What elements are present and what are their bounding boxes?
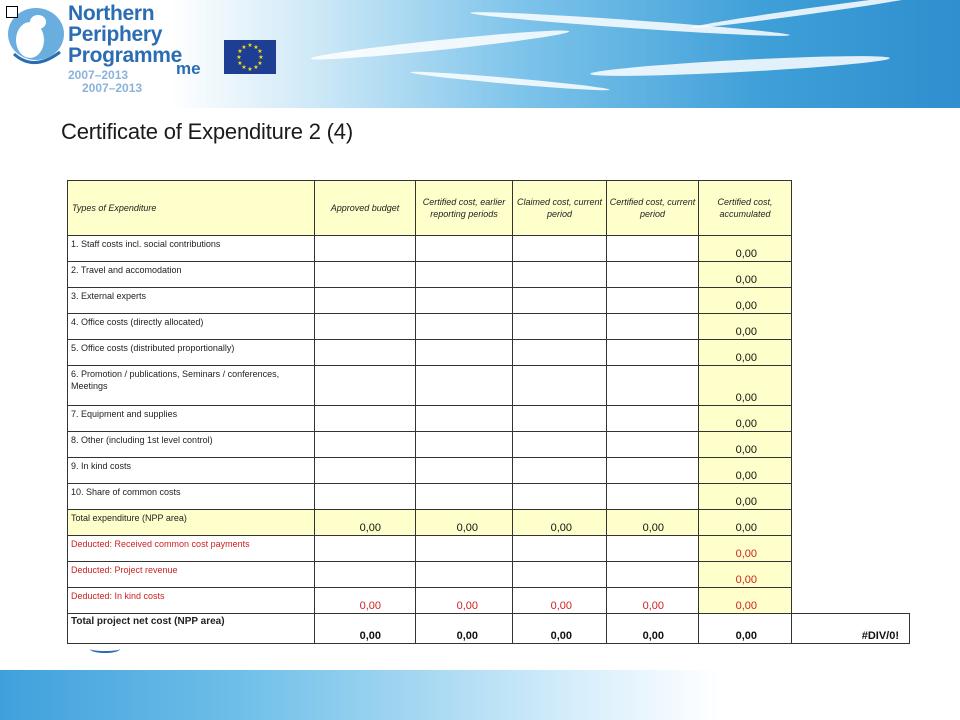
table-cell[interactable] bbox=[513, 536, 607, 562]
table-cell[interactable] bbox=[513, 262, 607, 288]
svg-text:★: ★ bbox=[241, 64, 247, 71]
table-cell[interactable] bbox=[607, 432, 699, 458]
table-cell[interactable] bbox=[513, 236, 607, 262]
svg-text:★: ★ bbox=[247, 66, 253, 73]
row-label: 10. Share of common costs bbox=[68, 484, 315, 510]
table-cell[interactable] bbox=[416, 536, 513, 562]
svg-text:★: ★ bbox=[237, 48, 243, 55]
table-cell[interactable] bbox=[416, 406, 513, 432]
table-row bbox=[68, 366, 910, 406]
table-cell[interactable] bbox=[315, 432, 416, 458]
table-cell[interactable] bbox=[607, 340, 699, 366]
table-row-deduction bbox=[68, 562, 910, 588]
header-banner bbox=[0, 0, 960, 108]
table-cell[interactable]: 0,00 bbox=[699, 510, 792, 536]
table-cell[interactable] bbox=[315, 406, 416, 432]
table-row-deduction bbox=[68, 588, 910, 614]
table-cell[interactable] bbox=[513, 340, 607, 366]
row-label: 3. External experts bbox=[68, 288, 315, 314]
svg-text:★: ★ bbox=[237, 60, 243, 67]
table-cell[interactable]: 0,00 bbox=[699, 432, 792, 458]
svg-text:★: ★ bbox=[241, 44, 247, 51]
table-cell[interactable] bbox=[416, 262, 513, 288]
table-row bbox=[68, 432, 910, 458]
table-cell[interactable] bbox=[607, 406, 699, 432]
table-cell[interactable]: 0,00 bbox=[699, 406, 792, 432]
table-cell[interactable]: 0,00 bbox=[513, 510, 607, 536]
table-cell[interactable] bbox=[416, 366, 513, 406]
table-cell[interactable] bbox=[315, 366, 416, 406]
table-cell[interactable] bbox=[607, 536, 699, 562]
table-cell[interactable]: 0,00 bbox=[699, 340, 792, 366]
logo-ghost-text: me bbox=[176, 59, 201, 78]
table-cell[interactable]: 0,00 bbox=[699, 314, 792, 340]
table-cell[interactable] bbox=[607, 562, 699, 588]
table-row bbox=[68, 236, 910, 262]
row-label: Deducted: Received common cost payments bbox=[68, 536, 315, 562]
table-cell[interactable]: 0,00 bbox=[315, 510, 416, 536]
table-row bbox=[68, 406, 910, 432]
table-row bbox=[68, 458, 910, 484]
table-row-total-expenditure bbox=[68, 510, 910, 536]
column-header: Approved budget bbox=[315, 181, 416, 236]
row-label: 5. Office costs (distributed proportionally) bbox=[68, 340, 315, 366]
table-cell[interactable] bbox=[315, 458, 416, 484]
table-header-row bbox=[68, 181, 910, 236]
table-row bbox=[68, 314, 910, 340]
row-label: 8. Other (including 1st level control) bbox=[68, 432, 315, 458]
table-cell[interactable] bbox=[416, 236, 513, 262]
table-cell[interactable]: 0,00 bbox=[699, 262, 792, 288]
table-cell[interactable] bbox=[416, 458, 513, 484]
table-cell[interactable]: 0,00 bbox=[699, 458, 792, 484]
logo-years-2: 2007–2013 bbox=[82, 81, 143, 95]
expenditure-table bbox=[67, 180, 909, 646]
table-cell[interactable] bbox=[315, 314, 416, 340]
header-wave-graphic bbox=[170, 0, 960, 108]
table-cell[interactable] bbox=[513, 288, 607, 314]
table-cell[interactable]: 0,00 bbox=[416, 614, 513, 644]
table-cell[interactable] bbox=[607, 458, 699, 484]
row-label: 1. Staff costs incl. social contributions bbox=[68, 236, 315, 262]
table-cell[interactable] bbox=[315, 288, 416, 314]
table-cell[interactable] bbox=[315, 484, 416, 510]
table-cell[interactable]: 0,00 bbox=[607, 510, 699, 536]
table-cell[interactable] bbox=[607, 262, 699, 288]
table-cell[interactable]: 0,00 bbox=[513, 588, 607, 614]
row-label: Deducted: In kind costs bbox=[68, 588, 315, 614]
table-cell[interactable]: 0,00 bbox=[699, 484, 792, 510]
svg-text:★: ★ bbox=[253, 44, 259, 51]
footer-swoosh-graphic bbox=[90, 645, 120, 653]
table-cell[interactable] bbox=[315, 340, 416, 366]
table-cell[interactable]: 0,00 bbox=[607, 588, 699, 614]
row-label: 2. Travel and accomodation bbox=[68, 262, 315, 288]
footer-banner bbox=[0, 670, 960, 720]
row-label: 4. Office costs (directly allocated) bbox=[68, 314, 315, 340]
row-label: Total expenditure (NPP area) bbox=[68, 510, 315, 536]
table-cell[interactable] bbox=[607, 484, 699, 510]
table-cell[interactable] bbox=[513, 458, 607, 484]
table-cell[interactable]: 0,00 bbox=[315, 614, 416, 644]
logo-text-line-1: Northern bbox=[68, 2, 155, 25]
table-cell[interactable] bbox=[513, 484, 607, 510]
table-cell[interactable] bbox=[315, 536, 416, 562]
table-cell[interactable] bbox=[607, 314, 699, 340]
selection-checkbox[interactable] bbox=[6, 6, 18, 18]
table-cell[interactable]: 0,00 bbox=[416, 588, 513, 614]
svg-text:★: ★ bbox=[236, 54, 242, 61]
row-label: Total project net cost (NPP area) bbox=[68, 614, 315, 644]
table-cell[interactable] bbox=[416, 432, 513, 458]
table-cell[interactable]: 0,00 bbox=[416, 510, 513, 536]
table-row bbox=[68, 340, 910, 366]
row-label: 9. In kind costs bbox=[68, 458, 315, 484]
logo-text-line-2: Periphery bbox=[68, 23, 163, 46]
svg-text:★: ★ bbox=[253, 64, 259, 71]
table-cell[interactable]: 0,00 bbox=[699, 288, 792, 314]
table-cell[interactable] bbox=[315, 562, 416, 588]
table-cell[interactable] bbox=[607, 288, 699, 314]
table-cell[interactable] bbox=[315, 262, 416, 288]
table-row bbox=[68, 288, 910, 314]
table-cell[interactable] bbox=[416, 314, 513, 340]
table-cell[interactable] bbox=[513, 406, 607, 432]
table-row-total-net-cost bbox=[68, 614, 910, 644]
table-cell[interactable]: 0,00 bbox=[513, 614, 607, 644]
table-cell-div0[interactable]: #DIV/0! bbox=[792, 614, 910, 644]
column-header: Claimed cost, current period bbox=[513, 181, 607, 236]
table-cell[interactable] bbox=[513, 562, 607, 588]
logo-years-1: 2007–2013 bbox=[68, 68, 129, 82]
row-label: 6. Promotion / publications, Seminars / conferences, Meetings bbox=[68, 366, 315, 406]
table-cell[interactable] bbox=[416, 562, 513, 588]
table-cell[interactable]: 0,00 bbox=[699, 614, 792, 644]
table-row bbox=[68, 484, 910, 510]
table-cell[interactable]: 0,00 bbox=[699, 562, 792, 588]
column-header: Certified cost, earlier reporting periods bbox=[416, 181, 513, 236]
table-row-deduction bbox=[68, 536, 910, 562]
table-cell[interactable] bbox=[416, 288, 513, 314]
table-cell[interactable]: 0,00 bbox=[315, 588, 416, 614]
eu-flag-icon bbox=[224, 40, 276, 74]
table-cell[interactable] bbox=[513, 366, 607, 406]
table-cell[interactable] bbox=[513, 314, 607, 340]
page-title: Certificate of Expenditure 2 (4) bbox=[61, 119, 353, 144]
table-cell[interactable] bbox=[416, 484, 513, 510]
table-cell[interactable]: 0,00 bbox=[699, 366, 792, 406]
row-label: Deducted: Project revenue bbox=[68, 562, 315, 588]
column-header: Types of Expenditure bbox=[68, 181, 315, 236]
table-row bbox=[68, 262, 910, 288]
svg-text:★: ★ bbox=[257, 60, 263, 67]
svg-text:★: ★ bbox=[247, 42, 253, 49]
table-cell[interactable] bbox=[416, 340, 513, 366]
column-header: Certified cost, accumulated bbox=[699, 181, 792, 236]
row-label: 7. Equipment and supplies bbox=[68, 406, 315, 432]
table-cell[interactable]: 0,00 bbox=[699, 536, 792, 562]
table-cell[interactable]: 0,00 bbox=[699, 236, 792, 262]
svg-text:★: ★ bbox=[258, 54, 264, 61]
table-cell[interactable]: 0,00 bbox=[699, 588, 792, 614]
logo-text-line-3: Programme bbox=[68, 44, 183, 67]
column-header: Certified cost, current period bbox=[607, 181, 699, 236]
table-cell[interactable]: 0,00 bbox=[607, 614, 699, 644]
table-cell[interactable] bbox=[513, 432, 607, 458]
table-cell[interactable] bbox=[607, 236, 699, 262]
table-cell[interactable] bbox=[315, 236, 416, 262]
svg-text:★: ★ bbox=[257, 48, 263, 55]
table-cell[interactable] bbox=[607, 366, 699, 406]
